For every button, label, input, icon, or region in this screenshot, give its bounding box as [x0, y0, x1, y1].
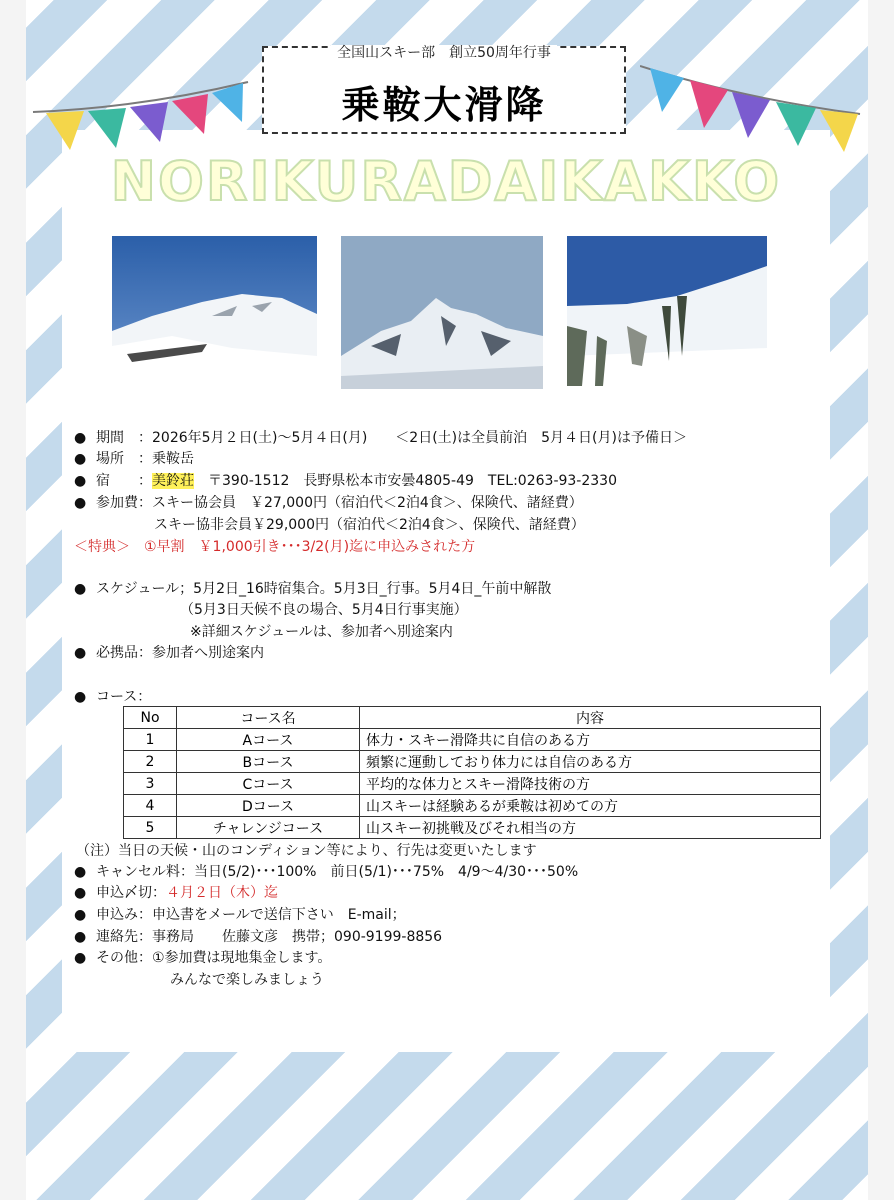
fee-label: 参加費 — [96, 495, 138, 511]
course-label: コース： — [96, 689, 152, 705]
lodging-colon: ： — [138, 473, 152, 489]
other-line-2: みんなで楽しみましょう — [170, 972, 324, 988]
deadline-value: ４月２日（木）迄 — [166, 885, 278, 901]
table-cell: 山スキーは経験あるが乗鞍は初めての方 — [360, 795, 821, 817]
period-value: ：2026年5月２日(土)～5月４日(月) ＜2日(土)は全員前泊 5月４日(月)は予備日＞ — [138, 430, 687, 446]
table-cell: 頻繁に運動しており体力には自信のある方 — [360, 751, 821, 773]
period-label: 期間 — [96, 430, 124, 446]
contact-info: 連絡先：事務局 佐藤文彦 携帯；090-9199-8856 — [96, 929, 443, 945]
column-header: No — [124, 707, 177, 729]
table-row — [124, 729, 821, 751]
lodging-label: 宿 — [96, 473, 110, 489]
pennant-icon — [820, 110, 858, 152]
place-value: ：乗鞍岳 — [138, 451, 194, 467]
schedule-line-3: ※詳細スケジュールは、参加者へ別途案内 — [190, 624, 453, 640]
pennant-icon — [88, 108, 126, 148]
pennant-icon — [690, 80, 728, 128]
lodging-name: 美鈴荘 — [152, 473, 194, 489]
cancellation-fees: キャンセル料：当日(5/2)･･･100% 前日(5/1)･･･75% 4/9～4/30･･･50% — [96, 864, 579, 880]
table-cell: Dコース — [177, 795, 360, 817]
bullet-icon: ● — [74, 907, 87, 923]
application-method: 申込み：申込書をメールで送信下さい E-mail； — [96, 907, 406, 923]
pennant-icon — [46, 111, 84, 150]
table-header-row — [124, 707, 821, 729]
bullet-icon: ● — [74, 689, 87, 705]
fee-line-2: スキー協非会員￥29,000円（宿泊代＜2泊4食＞、保険代、諸経費） — [154, 517, 585, 533]
table-cell: 3 — [124, 773, 177, 795]
other-line-1: その他：①参加費は現地集金します。 — [96, 950, 332, 966]
table-row — [124, 773, 821, 795]
snowy-mountain-photo-1 — [112, 236, 317, 389]
pennant-icon — [732, 92, 770, 138]
banner-word: NORIKURADAIKAKKO — [110, 150, 782, 213]
pennant-icon — [650, 68, 684, 112]
pennant-icon — [130, 102, 168, 142]
bullet-icon: ● — [74, 581, 87, 597]
items-to-bring: 必携品：参加者へ別途案内 — [96, 645, 264, 661]
table-cell: 山スキー初挑戦及びそれ相当の方 — [360, 817, 821, 839]
place-label: 場所 — [96, 451, 124, 467]
table-cell: 1 — [124, 729, 177, 751]
table-cell: 2 — [124, 751, 177, 773]
bullet-icon: ● — [74, 645, 87, 661]
table-cell: Cコース — [177, 773, 360, 795]
bullet-icon: ● — [74, 495, 87, 511]
table-cell: 5 — [124, 817, 177, 839]
fee-line-1: ：スキー協会員 ￥27,000円（宿泊代＜2泊4食＞、保険代、諸経費） — [138, 495, 583, 511]
pennant-icon — [172, 94, 208, 134]
bullet-icon: ● — [74, 929, 87, 945]
schedule-line-1: スケジュール；5月2日_16時宿集合。5月3日_行事。5月4日_午前中解散 — [96, 581, 552, 597]
column-header: コース名 — [177, 707, 360, 729]
event-subtitle: 全国山スキー部 創立50周年行事 — [331, 45, 557, 61]
snowy-mountain-photo-3 — [567, 236, 767, 389]
title-box — [262, 46, 626, 134]
bunting-left-decoration — [28, 40, 278, 160]
lodging-detail: 〒390-1512 長野県松本市安曇4805-49 TEL:0263-93-2330 — [208, 473, 617, 489]
table-cell: 4 — [124, 795, 177, 817]
page-frame-right — [868, 0, 894, 1200]
table-row — [124, 751, 821, 773]
bullet-icon: ● — [74, 473, 87, 489]
bullet-icon: ● — [74, 864, 87, 880]
table-cell: 体力・スキー滑降共に自信のある方 — [360, 729, 821, 751]
column-header: 内容 — [360, 707, 821, 729]
schedule-line-2: （5月3日天候不良の場合、5月4日行事実施） — [180, 602, 468, 618]
event-title: 乗鞍大滑降 — [341, 83, 547, 127]
snowy-mountain-photo-2 — [341, 236, 543, 389]
table-cell: 平均的な体力とスキー滑降技術の方 — [360, 773, 821, 795]
table-row — [124, 817, 821, 839]
bullet-icon: ● — [74, 451, 87, 467]
page-frame-left — [0, 0, 26, 1200]
deadline-label: 申込〆切： — [96, 885, 166, 901]
table-cell: Aコース — [177, 729, 360, 751]
pennant-icon — [776, 102, 816, 146]
table-cell: チャレンジコース — [177, 817, 360, 839]
bunting-right-decoration — [640, 40, 890, 160]
bullet-icon: ● — [74, 885, 87, 901]
special-offer: ＜特典＞ ①早割 ￥1,000引き･･･3/2(月)迄に申込みされた方 — [74, 539, 476, 555]
bullet-icon: ● — [74, 430, 87, 446]
table-row — [124, 795, 821, 817]
course-table — [123, 706, 821, 839]
table-cell: Bコース — [177, 751, 360, 773]
route-change-note: （注）当日の天候・山のコンディション等により、行先は変更いたします — [76, 843, 537, 859]
bullet-icon: ● — [74, 950, 87, 966]
